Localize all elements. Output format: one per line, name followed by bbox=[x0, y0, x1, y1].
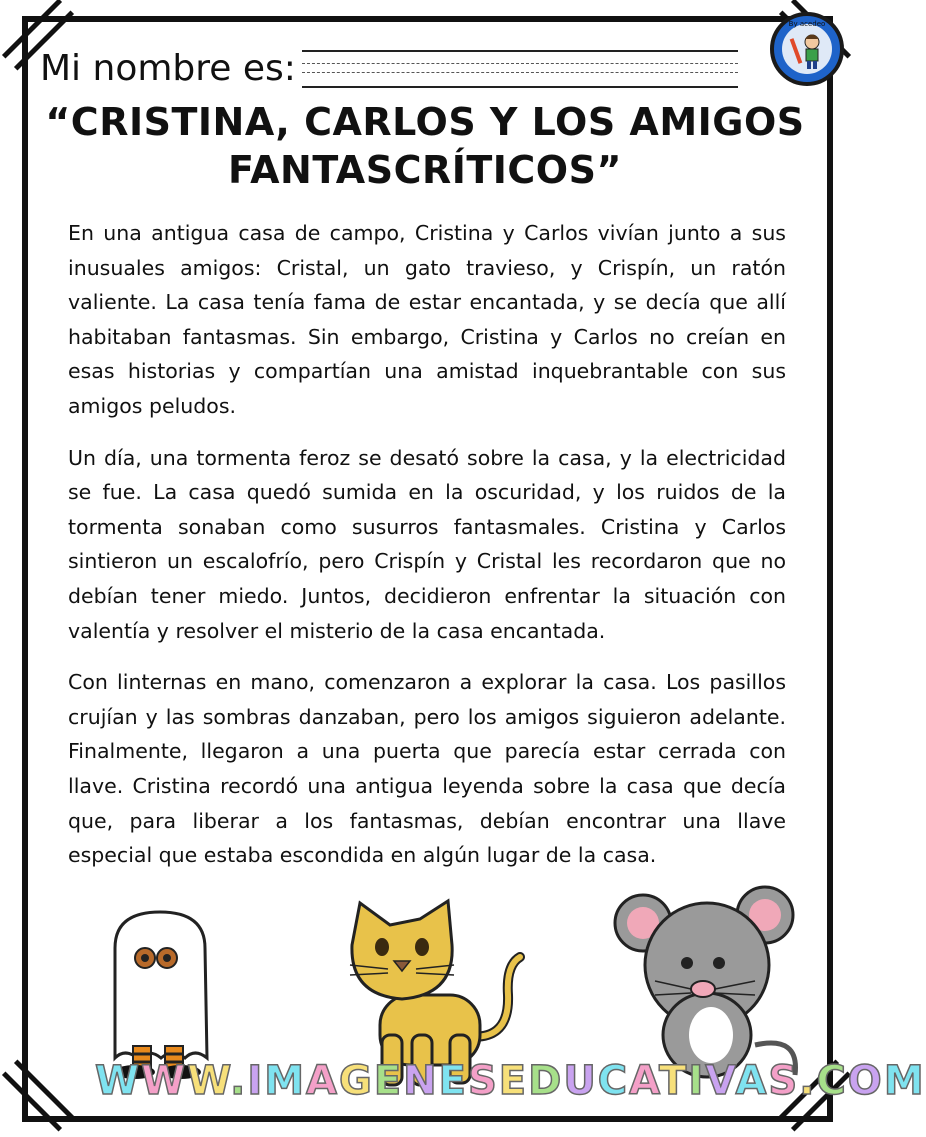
mouse-illustration bbox=[615, 885, 805, 1080]
site-watermark bbox=[95, 1058, 926, 1104]
story-paragraph-2: Un día, una tormenta feroz se desató sobre la casa, y la electricidad se fue. La casa quedó sumida en la oscuridad, y los ruidos de la tormenta sonaban como susurros fantasmales. Cristina y Carlos sintieron un escalofrío, pero Crispín y Cristal les recordaron que no debían tener miedo. Juntos, decidieron enfrentar la situación con valentía y resolver el misterio de la casa encantada. bbox=[68, 445, 786, 643]
watermark-text: WWW.IMAGENESEDUCATIVAS.COM bbox=[95, 1058, 926, 1104]
author-badge bbox=[770, 12, 844, 86]
story-title-line-1: “CRISTINA, CARLOS Y LOS AMIGOS bbox=[45, 100, 805, 144]
ghost-costume-illustration bbox=[95, 908, 225, 1080]
kid-with-pencil-icon bbox=[782, 24, 832, 74]
name-label: Mi nombre es: bbox=[40, 48, 296, 89]
story-body bbox=[68, 216, 786, 890]
story-title-line-2: FANTASCRÍTICOS” bbox=[228, 148, 622, 192]
story-title bbox=[40, 98, 810, 194]
story-paragraph-3: Con linternas en mano, comenzaron a explorar la casa. Los pasillos crujían y las sombras danzaban, pero los amigos siguieron adelante. Finalmente, llegaron a una puerta que parecía estar cerrada con llave. Cristina recordó una antigua leyenda sobre la casa que decía que, para liberar a los fantasmas, debían encontrar una llave especial que estaba escondida en algún lugar de la casa. bbox=[68, 670, 786, 868]
story-paragraph-1: En una antigua casa de campo, Cristina y Carlos vivían junto a sus inusuales amigos: Cristal, un gato travieso, y Crispín, un ratón valiente. La casa tenía fama de estar encantada, y se decía que allí habitaban fantasmas. Sin embargo, Cristina y Carlos no creían en esas historias y compartían una amistad inquebrantable con sus amigos peludos. bbox=[68, 221, 786, 418]
corner-stripes-bottom-left bbox=[0, 1071, 66, 1137]
badge-text: By acedeo bbox=[788, 20, 826, 28]
name-row bbox=[40, 46, 740, 96]
name-writing-lines[interactable] bbox=[302, 50, 738, 90]
